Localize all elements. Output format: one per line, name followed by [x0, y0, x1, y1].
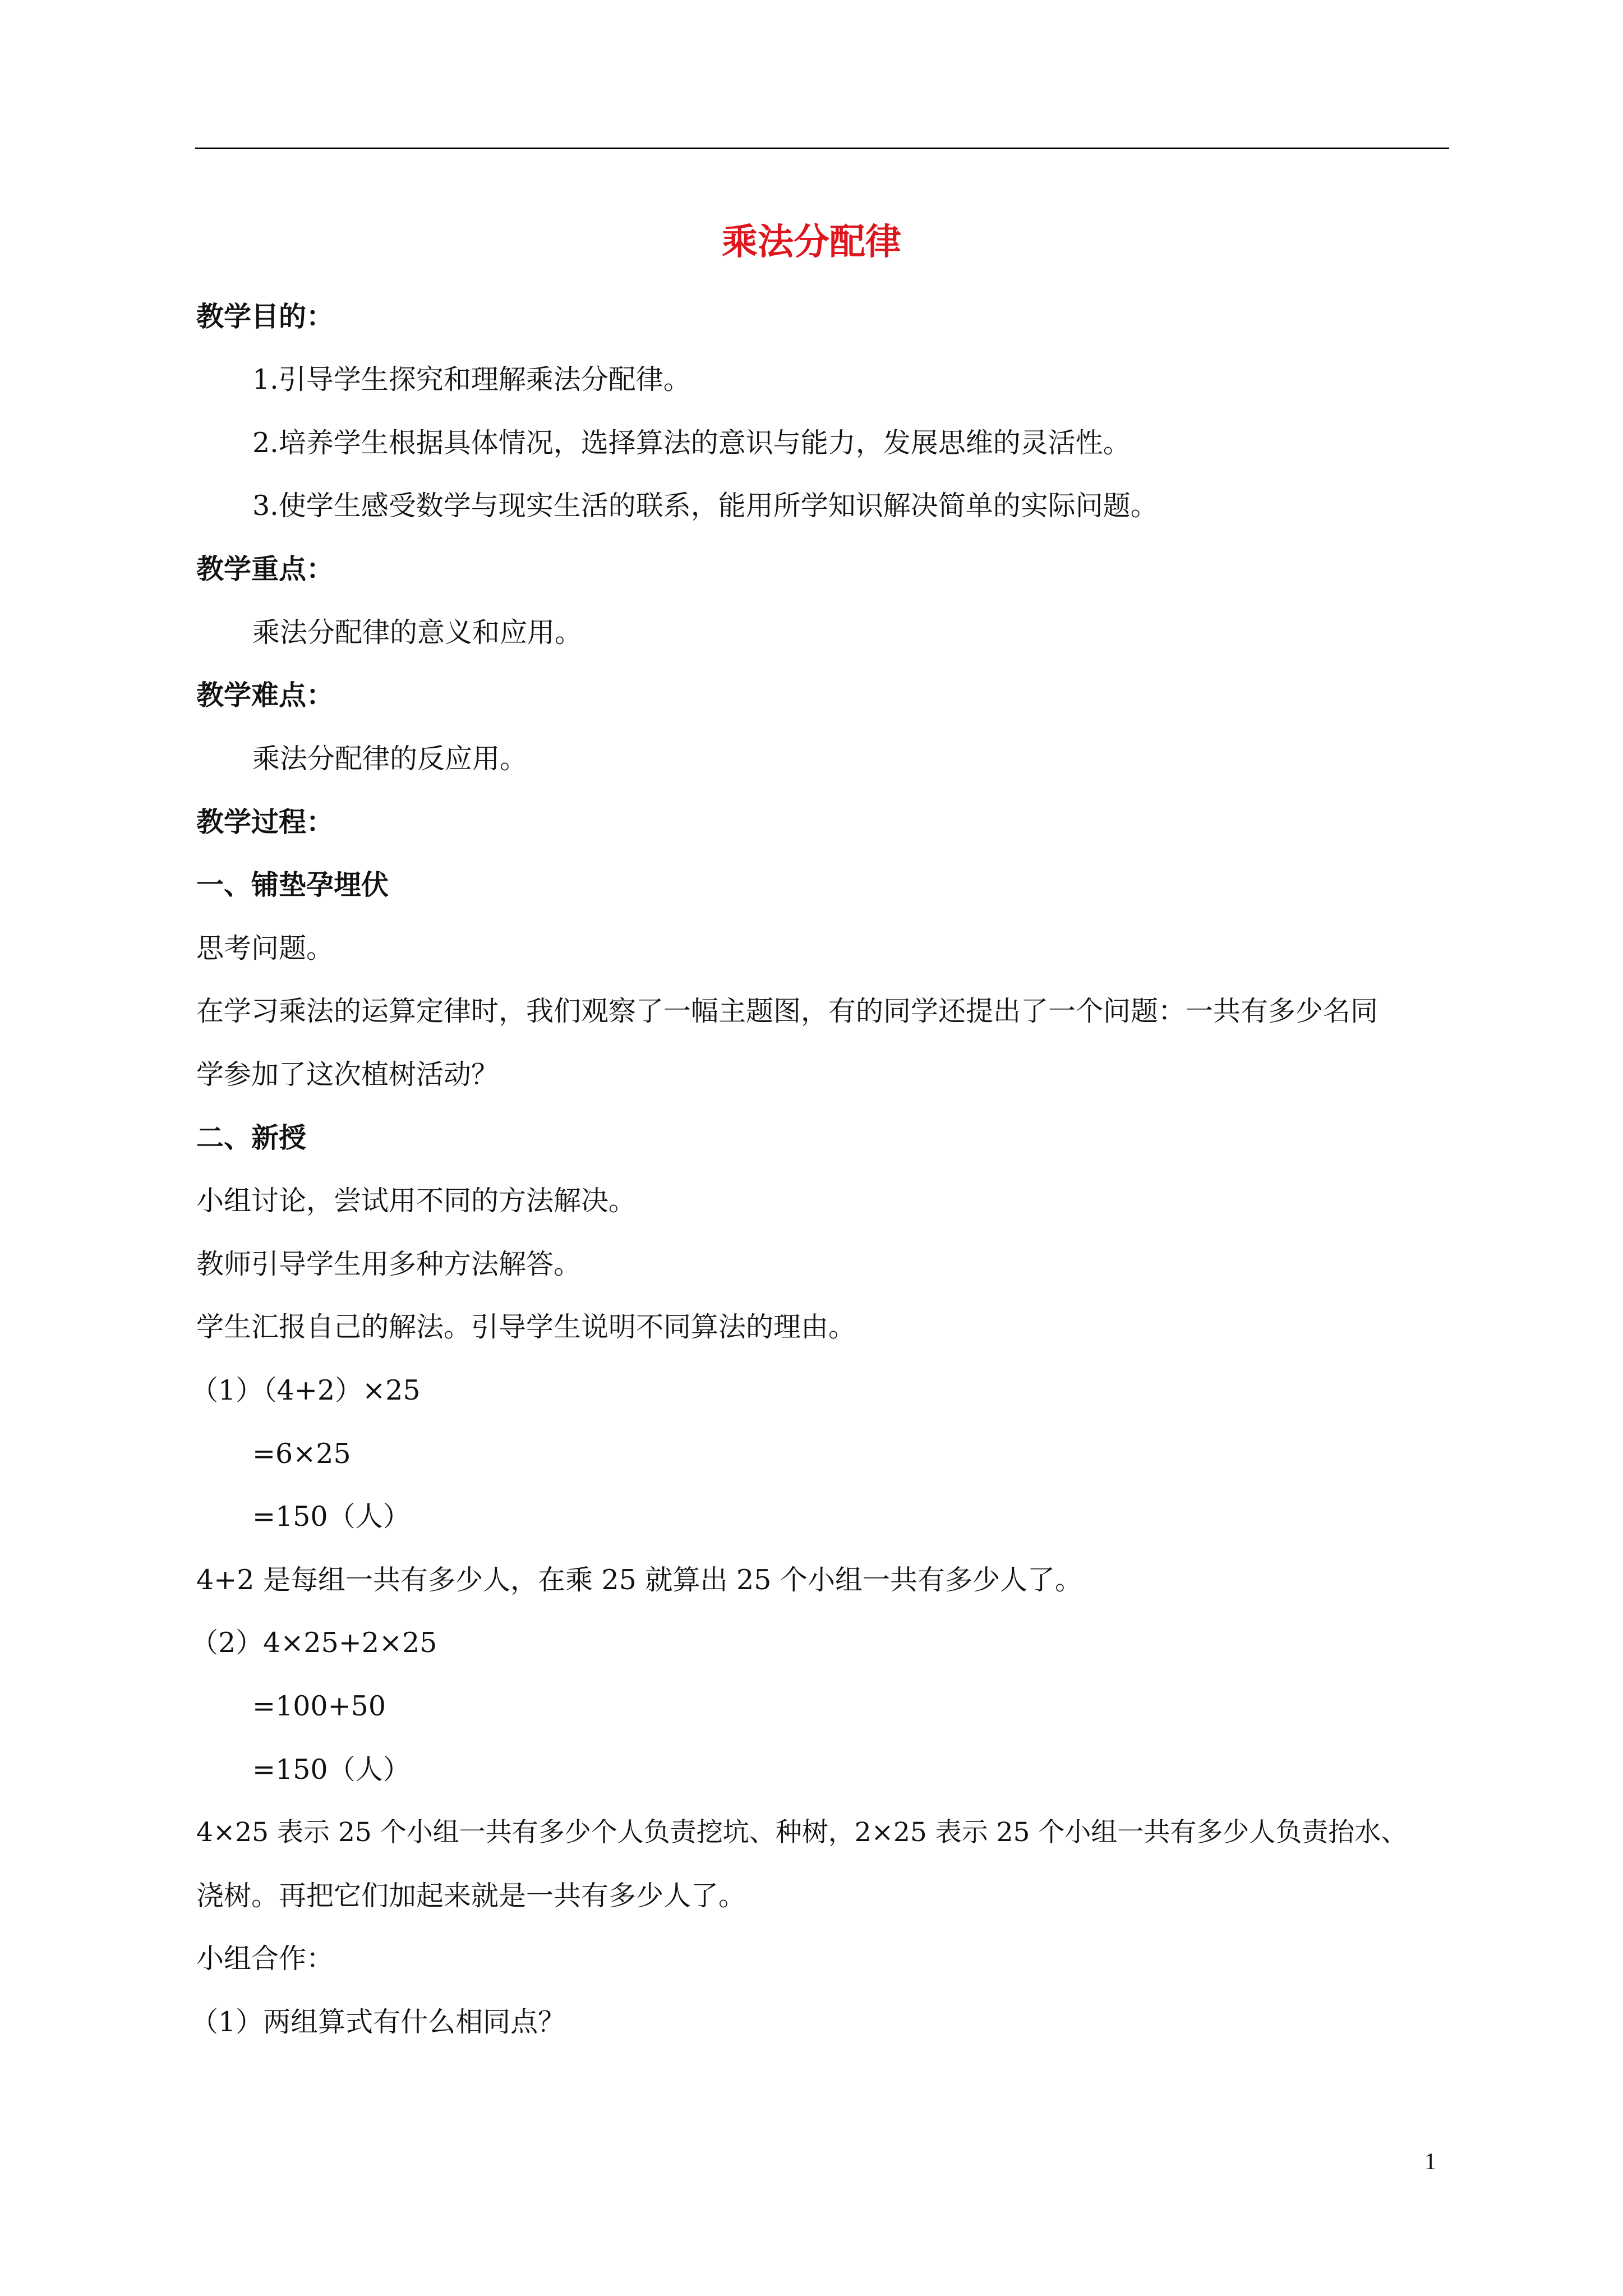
section-2-heading: 二、新授	[196, 1122, 307, 1154]
paragraph-students-report: 学生汇报自己的解法。引导学生说明不同算法的理由。	[196, 1311, 856, 1343]
heading-process: 教学过程：	[196, 806, 334, 838]
method-1-step-1: =6×25	[252, 1438, 351, 1470]
method-1-expression: （1）（4+2）×25	[191, 1374, 421, 1406]
objective-3: 3.使学生感受数学与现实生活的联系，能用所学知识解决简单的实际问题。	[252, 490, 1158, 522]
method-2-expression: （2）4×25+2×25	[191, 1627, 437, 1659]
paragraph-question-line-1: 在学习乘法的运算定律时，我们观察了一幅主题图，有的同学还提出了一个问题：一共有多少名同	[196, 995, 1378, 1027]
paragraph-group-discussion: 小组讨论，尝试用不同的方法解决。	[196, 1185, 637, 1217]
paragraph-teacher-guides: 教师引导学生用多种方法解答。	[196, 1248, 582, 1280]
objective-1: 1.引导学生探究和理解乘法分配律。	[252, 364, 691, 395]
method-1-explanation: 4+2 是每组一共有多少人，在乘 25 就算出 25 个小组一共有多少人了。	[196, 1564, 1082, 1596]
method-2-explanation-line-2: 浇树。再把它们加起来就是一共有多少人了。	[196, 1880, 746, 1912]
method-2-step-1: =100+50	[252, 1690, 386, 1722]
header-rule	[195, 148, 1449, 149]
heading-objectives: 教学目的：	[196, 301, 334, 333]
paragraph-think: 思考问题。	[196, 932, 334, 964]
paragraph-question-line-2: 学参加了这次植树活动？	[196, 1059, 499, 1091]
difficulty-text: 乘法分配律的反应用。	[252, 743, 528, 775]
key-point-text: 乘法分配律的意义和应用。	[252, 616, 583, 648]
section-1-heading: 一、铺垫孕埋伏	[196, 869, 389, 901]
method-2-result: =150（人）	[252, 1754, 411, 1786]
method-1-result: =150（人）	[252, 1501, 411, 1533]
heading-difficulties: 教学难点：	[196, 679, 334, 711]
heading-key-points: 教学重点：	[196, 553, 334, 585]
method-2-explanation-line-1: 4×25 表示 25 个小组一共有多少个人负责挖坑、种树，2×25 表示 25 个小组一共有多少人负责抬水、	[196, 1817, 1408, 1848]
cooperation-question-1: （1）两组算式有什么相同点？	[191, 2006, 566, 2038]
objective-2: 2.培养学生根据具体情况，选择算法的意识与能力，发展思维的灵活性。	[252, 427, 1131, 459]
document-title: 乘法分配律	[722, 222, 901, 263]
page-number: 1	[1424, 2149, 1436, 2175]
group-cooperation-label: 小组合作：	[196, 1943, 334, 1975]
